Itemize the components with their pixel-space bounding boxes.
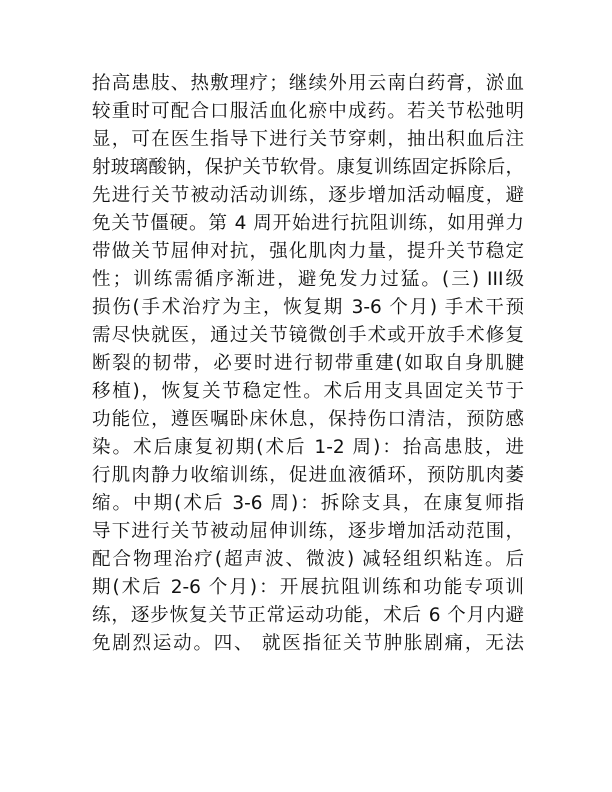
text-line: 染。术后康复初期(术后 1-2 周)：抬高患肢，进 bbox=[92, 437, 524, 458]
text-line: 较重时可配合口服活血化瘀中成药。若关节松弛明 bbox=[92, 101, 524, 122]
text-line: 移植)，恢复关节稳定性。术后用支具固定关节于 bbox=[92, 381, 524, 402]
body-text bbox=[92, 70, 524, 658]
text-line: 显，可在医生指导下进行关节穿刺，抽出积血后注 bbox=[92, 129, 524, 150]
text-line: 带做关节屈伸对抗，强化肌肉力量，提升关节稳定 bbox=[92, 241, 524, 262]
text-line: 性；训练需循序渐进，避免发力过猛。(三) III级 bbox=[92, 269, 524, 290]
text-line: 免剧烈运动。四、 就医指征关节肿胀剧痛，无法 bbox=[92, 633, 524, 654]
text-line: 行肌肉静力收缩训练，促进血液循环，预防肌肉萎 bbox=[92, 465, 524, 486]
text-line: 期(术后 2-6 个月)：开展抗阻训练和功能专项训 bbox=[92, 577, 524, 598]
text-line: 抬高患肢、热敷理疗；继续外用云南白药膏，淤血 bbox=[92, 73, 524, 94]
text-line: 练，逐步恢复关节正常运动功能，术后 6 个月内避 bbox=[92, 605, 524, 626]
text-line: 配合物理治疗(超声波、微波) 减轻组织粘连。后 bbox=[92, 549, 524, 570]
text-line: 断裂的韧带，必要时进行韧带重建(如取自身肌腱 bbox=[92, 353, 524, 374]
text-line: 缩。中期(术后 3-6 周)：拆除支具，在康复师指 bbox=[92, 493, 524, 514]
text-line: 损伤(手术治疗为主，恢复期 3-6 个月) 手术干预 bbox=[92, 297, 524, 318]
text-line: 射玻璃酸钠，保护关节软骨。康复训练固定拆除后， bbox=[92, 157, 524, 178]
text-line: 先进行关节被动活动训练，逐步增加活动幅度，避 bbox=[92, 185, 524, 206]
text-line: 导下进行关节被动屈伸训练，逐步增加活动范围， bbox=[92, 521, 524, 542]
text-line: 功能位，遵医嘱卧床休息，保持伤口清洁，预防感 bbox=[92, 409, 524, 430]
text-line: 需尽快就医，通过关节镜微创手术或开放手术修复 bbox=[92, 325, 524, 346]
text-line: 免关节僵硬。第 4 周开始进行抗阻训练，如用弹力 bbox=[92, 213, 524, 234]
